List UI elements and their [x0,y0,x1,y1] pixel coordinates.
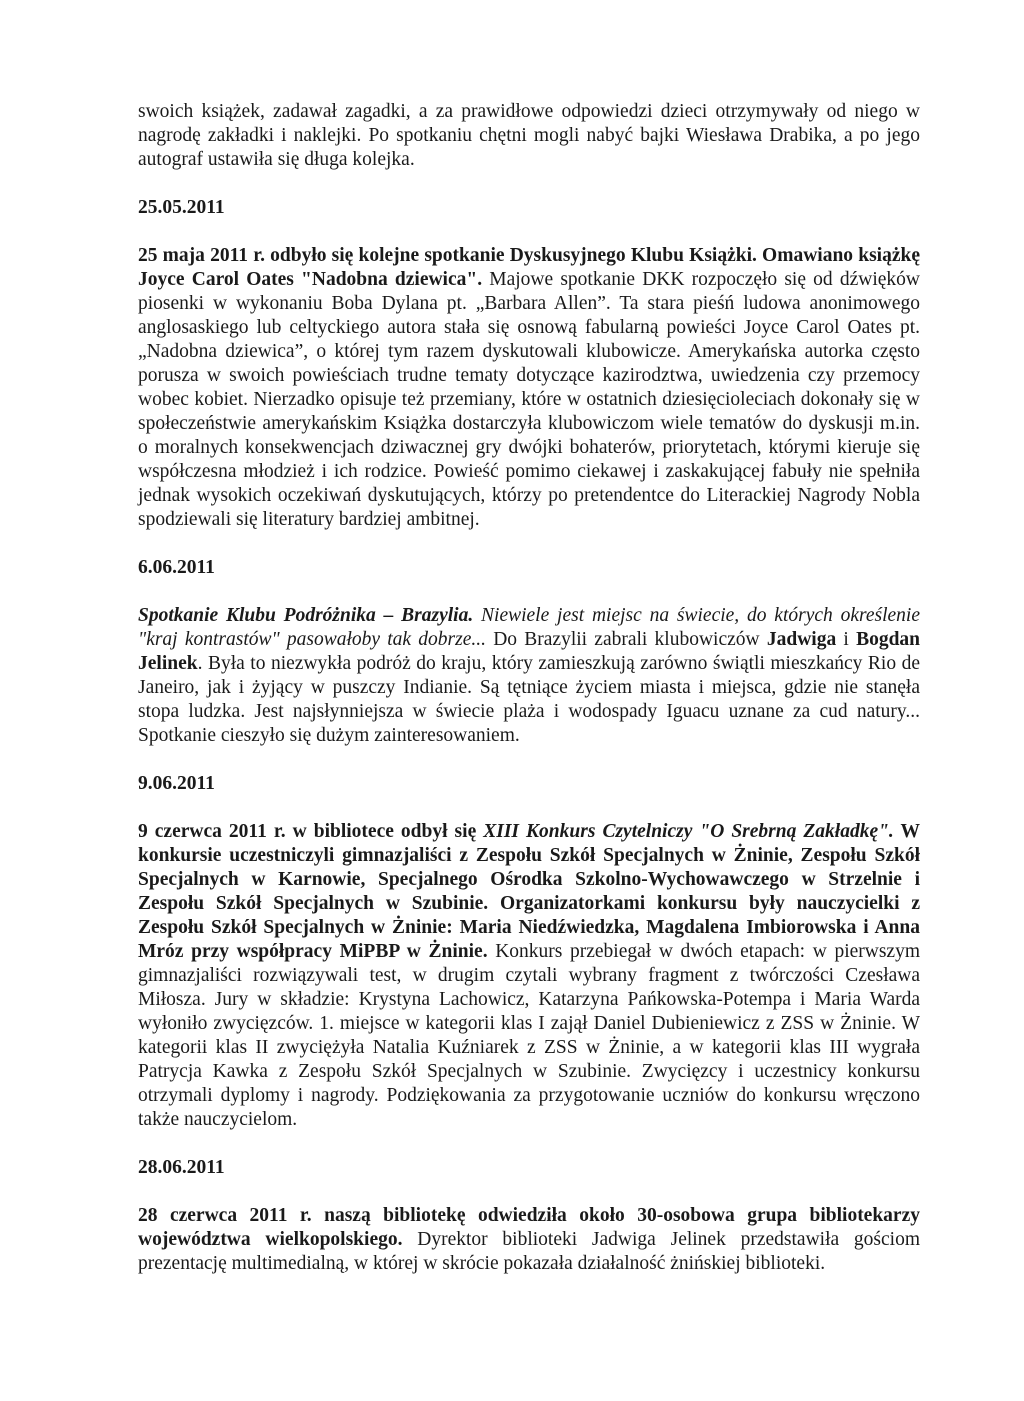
document-page [138,100,920,1276]
intro-paragraph [138,100,920,172]
entry-lead-1: 25 maja 2011 r. odbyło się kolejne spotkanie Dyskusyjnego Klubu Książki. Omawiano książkę Joyce Carol Oates "Nadobna dziewica". [138,245,920,290]
entry-paragraph-1 [138,244,920,532]
intro-text: swoich książek, zadawał zagadki, a za prawidłowe odpowiedzi dzieci otrzymywały od niego w nagrodę zakładki i naklejki. Po spotkaniu chętni mogli nabyć bajki Wiesława Drabika, a po jego autograf ustawiła się długa kolejka. [138,101,920,170]
entry-paragraph-4 [138,1204,920,1276]
entry-lead-4: 28 czerwca 2011 r. naszą bibliotekę odwiedziła około 30-osobowa grupa bibliotekarzy województwa wielkopolskiego. [138,1205,920,1250]
entry-paragraph-3 [138,820,920,1132]
entry-body-2c: . Była to niezwykła podróż do kraju, który zamieszkują zarówno świątli mieszkańcy Rio de Janeiro, jak i żyjący w puszczy Indianie. Są tętniące życiem miasta i miejsca, gdzie nie stanęła stopa ludzka. Jest najsłynniejsza w świecie plaża i wodospady Iguacu uznane za cud natury... Spotkanie cieszyło się dużym zainteresowaniem. [138,653,920,746]
entry-title-3: XIII Konkurs Czytelniczy "O Srebrną Zakładkę". [483,821,894,842]
entry-body-1: Majowe spotkanie DKK rozpoczęło się od dźwięków piosenki w wykonaniu Boba Dylana pt. „Barbara Allen”. Ta stara pieśń ludowa anonimowego anglosaskiego lub celtyckiego autora stała się osnową fabularną powieści Joyce Carol Oates pt. „Nadobna dziewica”, o której tym razem dyskutowali klubowicze. Amerykańska autorka często porusza w swoich powieściach trudne tematy dotyczące kazirodztwa, uwiedzenia czy przemocy wobec kobiet. Nierzadko opisuje też przemiany, które w ostatnich dziesięcioleciach dokonały się w społeczeństwie amerykańskim Książka dostarczyła klubowiczom wiele tematów do dyskusji m.in. o moralnych konsekwencjach dziwacznej gry dwójki bohaterów, priorytetach, którymi kieruje się współczesna młodzież i ich rodzice. Powieść pomimo ciekawej i zaskakującej fabuły nie spełniła jednak wysokich oczekiwań dyskutujących, którzy po pretendentce do Literackiej Nagrody Nobla spodziewali się literatury bardziej ambitnej. [138,269,920,530]
entry-bold-rest-3: W konkursie uczestniczyli gimnazjaliści z Zespołu Szkół Specjalnych w Żninie, Zespołu Szkół Specjalnych w Karnowie, Specjalnego Ośrodka Szkolno-Wychowawczego w Strzelnie i Zespołu Szkół Specjalnych w Szubinie. Organizatorkami konkursu były nauczycielki z Zespołu Szkół Specjalnych w Żninie: Maria Niedźwiedzka, Magdalena Imbiorowska i Anna Mróz przy współpracy MiPBP w Żninie. [138,821,920,962]
entry-date-4: 28.06.2011 [138,1157,225,1178]
entry-date-3: 9.06.2011 [138,773,215,794]
entry-title-2: Spotkanie Klubu Podróżnika – Brazylia. [138,605,474,626]
entry-paragraph-2 [138,604,920,748]
entry-name-jadwiga: Jadwiga [766,629,837,650]
entry-italic-2: Niewiele jest miejsc na świecie, do których określenie "kraj kontrastów" pasowałoby tak dobrze... [138,605,920,650]
entry-name-bogdan: Bogdan Jelinek [138,629,921,674]
entry-date-1: 25.05.2011 [138,197,225,218]
entry-lead-3: 9 czerwca 2011 r. w bibliotece odbył się [138,821,484,842]
entry-body-2b: i [836,629,857,650]
entry-body-3: Konkurs przebiegał w dwóch etapach: w pierwszym gimnazjaliści rozwiązywali test, w drugim czytali wybrany fragment z twórczości Czesława Miłosza. Jury w składzie: Krystyna Lachowicz, Katarzyna Pańkowska-Potempa i Maria Warda wyłoniło zwycięzców. 1. miejsce w kategorii klas I zajął Daniel Dubieniewicz z ZSS w Żninie. W kategorii klas II zwyciężyła Natalia Kuźniarek z ZSS w Żninie, a w kategorii klas III wygrała Patrycja Kawka z Zespołu Szkół Specjalnych w Szubinie. Zwycięzcy i uczestnicy konkursu otrzymali dyplomy i nagrody. Podziękowania za przygotowanie uczniów do konkursu wręczono także nauczycielom. [138,941,921,1130]
entry-date-2: 6.06.2011 [138,557,215,578]
entry-body-4: Dyrektor biblioteki Jadwiga Jelinek przedstawiła gościom prezentację multimedialną, w której w skrócie pokazała działalność żnińskiej biblioteki. [138,1229,921,1274]
entry-body-2a: Do Brazylii zabrali klubowiczów [486,629,767,650]
